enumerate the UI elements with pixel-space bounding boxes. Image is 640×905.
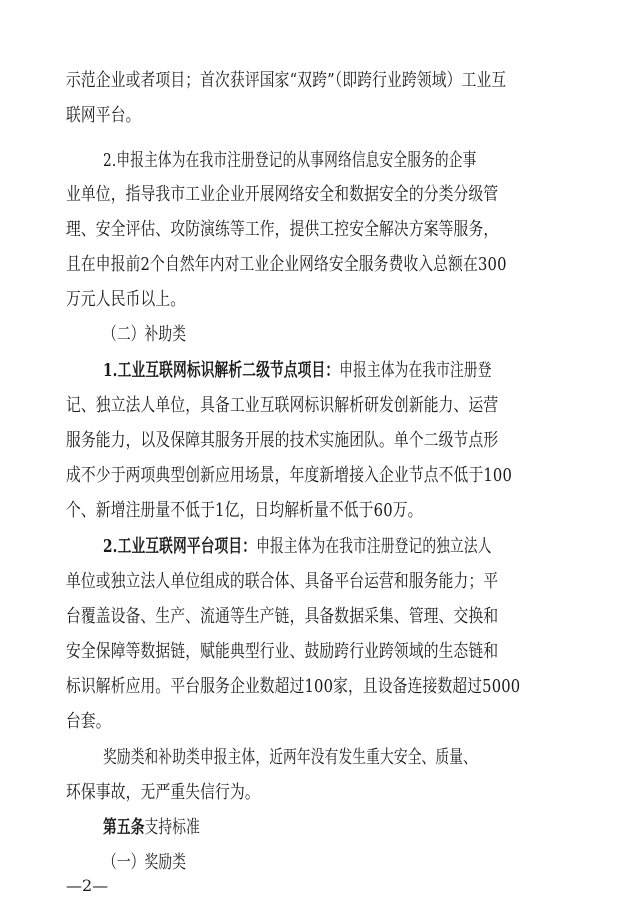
section-heading: （一）奖励类 bbox=[103, 852, 187, 873]
text-line: 理、安全评估、攻防演练等工作，提供工控安全解决方案等服务， bbox=[66, 219, 499, 240]
text-line: 标识解析应用。平台服务企业数超过100家，且设备连接数超过5000 bbox=[66, 676, 521, 697]
text-line: 万元人民币以上。 bbox=[66, 289, 186, 310]
text-line: 奖励类和补助类申报主体，近两年没有发生重大安全、质量、 bbox=[103, 747, 477, 768]
text-line: 2.工业互联网平台项目：申报主体为在我市注册登记的独立法人 bbox=[103, 536, 492, 557]
page-number: —2— bbox=[66, 876, 109, 895]
text-line: 环保事故，无严重失信行为。 bbox=[66, 782, 260, 803]
text-line: 业单位，指导我市工业企业开展网络安全和数据安全的分类分级管 bbox=[66, 184, 499, 205]
text-line: 联网平台。 bbox=[66, 105, 141, 126]
text-line: 记、独立法人单位，具备工业互联网标识解析研发创新能力、运营 bbox=[66, 395, 499, 416]
text-line: 1.工业互联网标识解析二级节点项目：申报主体为在我市注册登 bbox=[103, 360, 492, 381]
text-line: 服务能力，以及保障其服务开展的技术实施团队。单个二级节点形 bbox=[66, 430, 499, 451]
text-line: 成不少于两项典型创新应用场景，年度新增接入企业节点不低于100 bbox=[66, 465, 512, 486]
text-line: 台覆盖设备、生产、流通等生产链，具备数据采集、管理、交换和 bbox=[66, 606, 499, 627]
section-heading: （二）补助类 bbox=[103, 324, 187, 345]
text-line: 台套。 bbox=[66, 711, 111, 732]
text-line: 个、新增注册量不低于1亿，日均解析量不低于60万。 bbox=[66, 500, 423, 521]
text-line: 且在申报前2个自然年内对工业企业网络安全服务费收入总额在300 bbox=[66, 254, 507, 275]
text-line: 安全保障等数据链，赋能典型行业、鼓励跨行业跨领域的生态链和 bbox=[66, 641, 499, 662]
text-line: 单位或独立法人单位组成的联合体、具备平台运营和服务能力；平 bbox=[66, 571, 499, 592]
article-heading: 第五条支持标准 bbox=[103, 817, 200, 838]
text-line: 示范企业或者项目；首次获评国家“双跨”（即跨行业跨领域）工业互 bbox=[66, 70, 507, 91]
text-line: 2.申报主体为在我市注册登记的从事网络信息安全服务的企事 bbox=[103, 150, 477, 171]
